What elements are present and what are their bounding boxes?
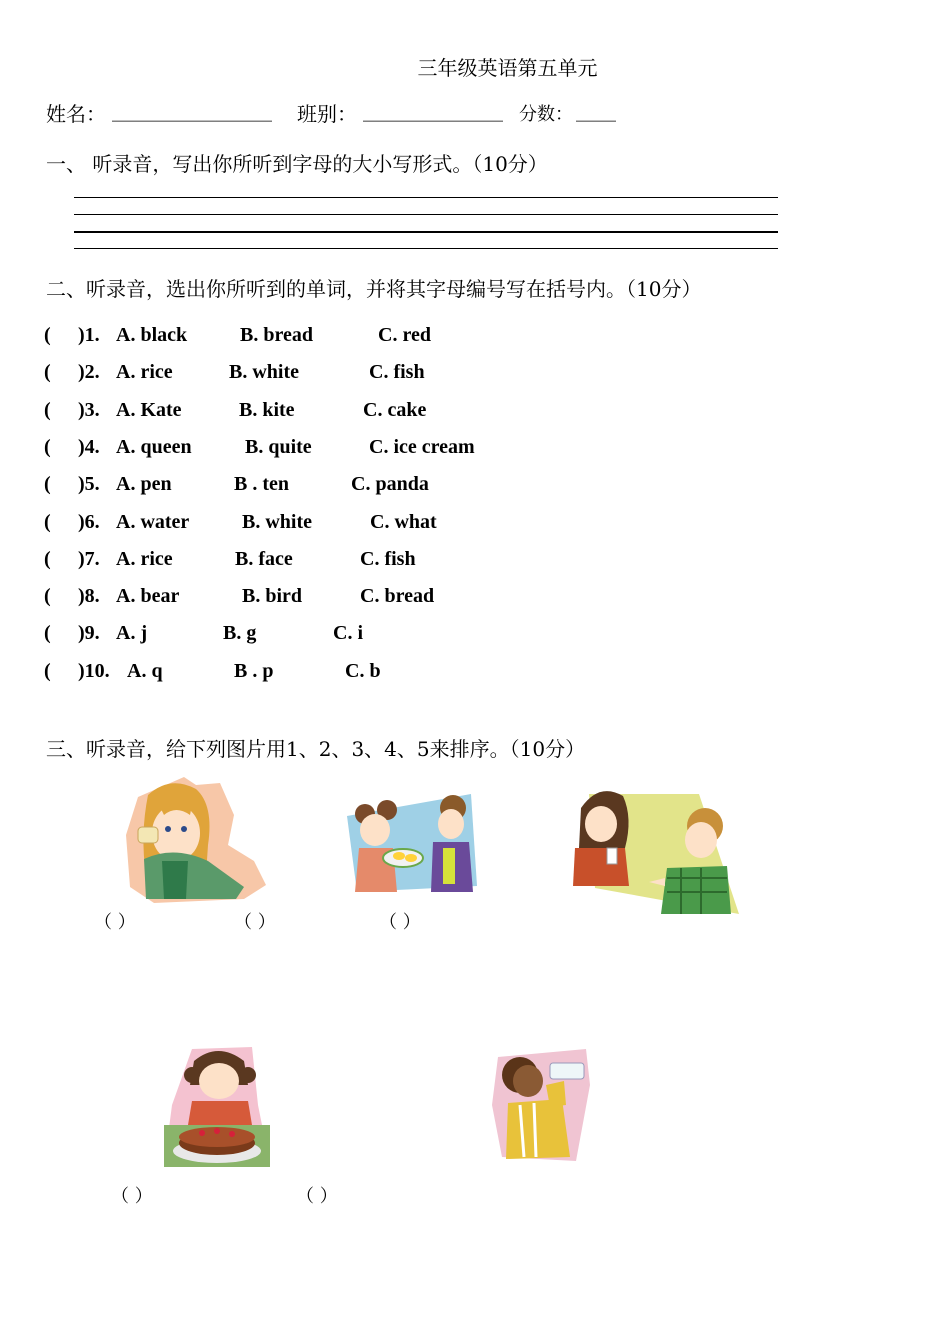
score-label: 分数： [519,104,573,125]
student-info-line [0,98,950,128]
girl-eating-bread-illustration [124,775,268,905]
answer-paren[interactable]: ( [44,511,51,533]
option-a: A. rice [116,361,173,383]
option-b: B. white [229,361,299,383]
option-a: A. queen [116,436,192,458]
question-number: )7. [78,548,100,570]
option-c: C. fish [360,548,416,570]
answer-paren[interactable]: ( [44,473,51,495]
option-b: B. quite [245,436,312,458]
section-3-heading: 三、听录音，给下列图片用1、2、3、4、5来排序。（10分） [46,737,586,761]
question-number: )1. [78,324,100,346]
option-a: A. rice [116,548,173,570]
option-a: A. water [116,511,190,533]
question-number: )6. [78,511,100,533]
option-b: B. face [235,548,293,570]
option-a: A. black [116,324,188,346]
question-number: )10. [78,660,110,682]
page-title: 三年级英语第五单元 [417,56,598,80]
section-2-heading: 二、听录音，选出你所听到的单词，并将其字母编号写在括号内。（10分） [46,277,702,301]
writing-line-3[interactable] [74,231,778,233]
writing-line-2[interactable] [74,214,778,215]
option-b: B . p [234,660,274,682]
answer-blank-1[interactable]: （ ） [94,912,136,933]
option-c: C. red [378,324,431,346]
option-a: A. q [127,660,163,682]
score-blank[interactable]: ____ [576,98,616,122]
answer-paren[interactable]: ( [44,399,51,421]
writing-line-1[interactable] [74,197,778,198]
question-number: )3. [78,399,100,421]
section-1-heading: 一、 听录音，写出你所听到字母的大小写形式。（10分） [46,152,548,176]
option-c: C. ice cream [369,436,475,458]
option-c: C. fish [369,361,425,383]
option-c: C. bread [360,585,435,607]
question-number: )9. [78,622,100,644]
question-number: )8. [78,585,100,607]
option-b: B. bird [242,585,303,607]
boy-drinking-water-illustration [490,1045,592,1163]
answer-blank-5[interactable]: （ ） [296,1186,338,1207]
name-blank[interactable]: ________________ [112,98,272,122]
question-number: )2. [78,361,100,383]
option-b: B. white [242,511,312,533]
option-c: C. i [333,622,363,644]
class-label: 班别： [297,102,357,126]
option-c: C. panda [351,473,429,495]
answer-blank-3[interactable]: （ ） [379,912,421,933]
girl-giving-milk-to-boy-illustration [571,778,741,918]
answer-paren[interactable]: ( [44,660,51,682]
question-number: )4. [78,436,100,458]
option-a: A. bear [116,585,180,607]
option-c: C. b [345,660,381,682]
kids-sharing-eggs-illustration [341,788,479,896]
option-a: A. pen [116,473,172,495]
class-blank[interactable]: ______________ [363,98,503,122]
answer-paren[interactable]: ( [44,324,51,346]
answer-blank-2[interactable]: （ ） [234,912,276,933]
question-number: )5. [78,473,100,495]
girl-with-cake-illustration [162,1045,272,1170]
name-label: 姓名： [46,102,106,126]
option-b: B. kite [239,399,295,421]
option-b: B. bread [240,324,313,346]
answer-paren[interactable]: ( [44,548,51,570]
option-c: C. what [370,511,437,533]
option-b: B . ten [234,473,289,495]
option-b: B. g [223,622,257,644]
option-a: A. Kate [116,399,182,421]
answer-blank-4[interactable]: （ ） [111,1186,153,1207]
answer-paren[interactable]: ( [44,361,51,383]
option-a: A. j [116,622,148,644]
answer-paren[interactable]: ( [44,622,51,644]
writing-line-4[interactable] [74,248,778,249]
answer-paren[interactable]: ( [44,585,51,607]
option-c: C. cake [363,399,427,421]
answer-paren[interactable]: ( [44,436,51,458]
